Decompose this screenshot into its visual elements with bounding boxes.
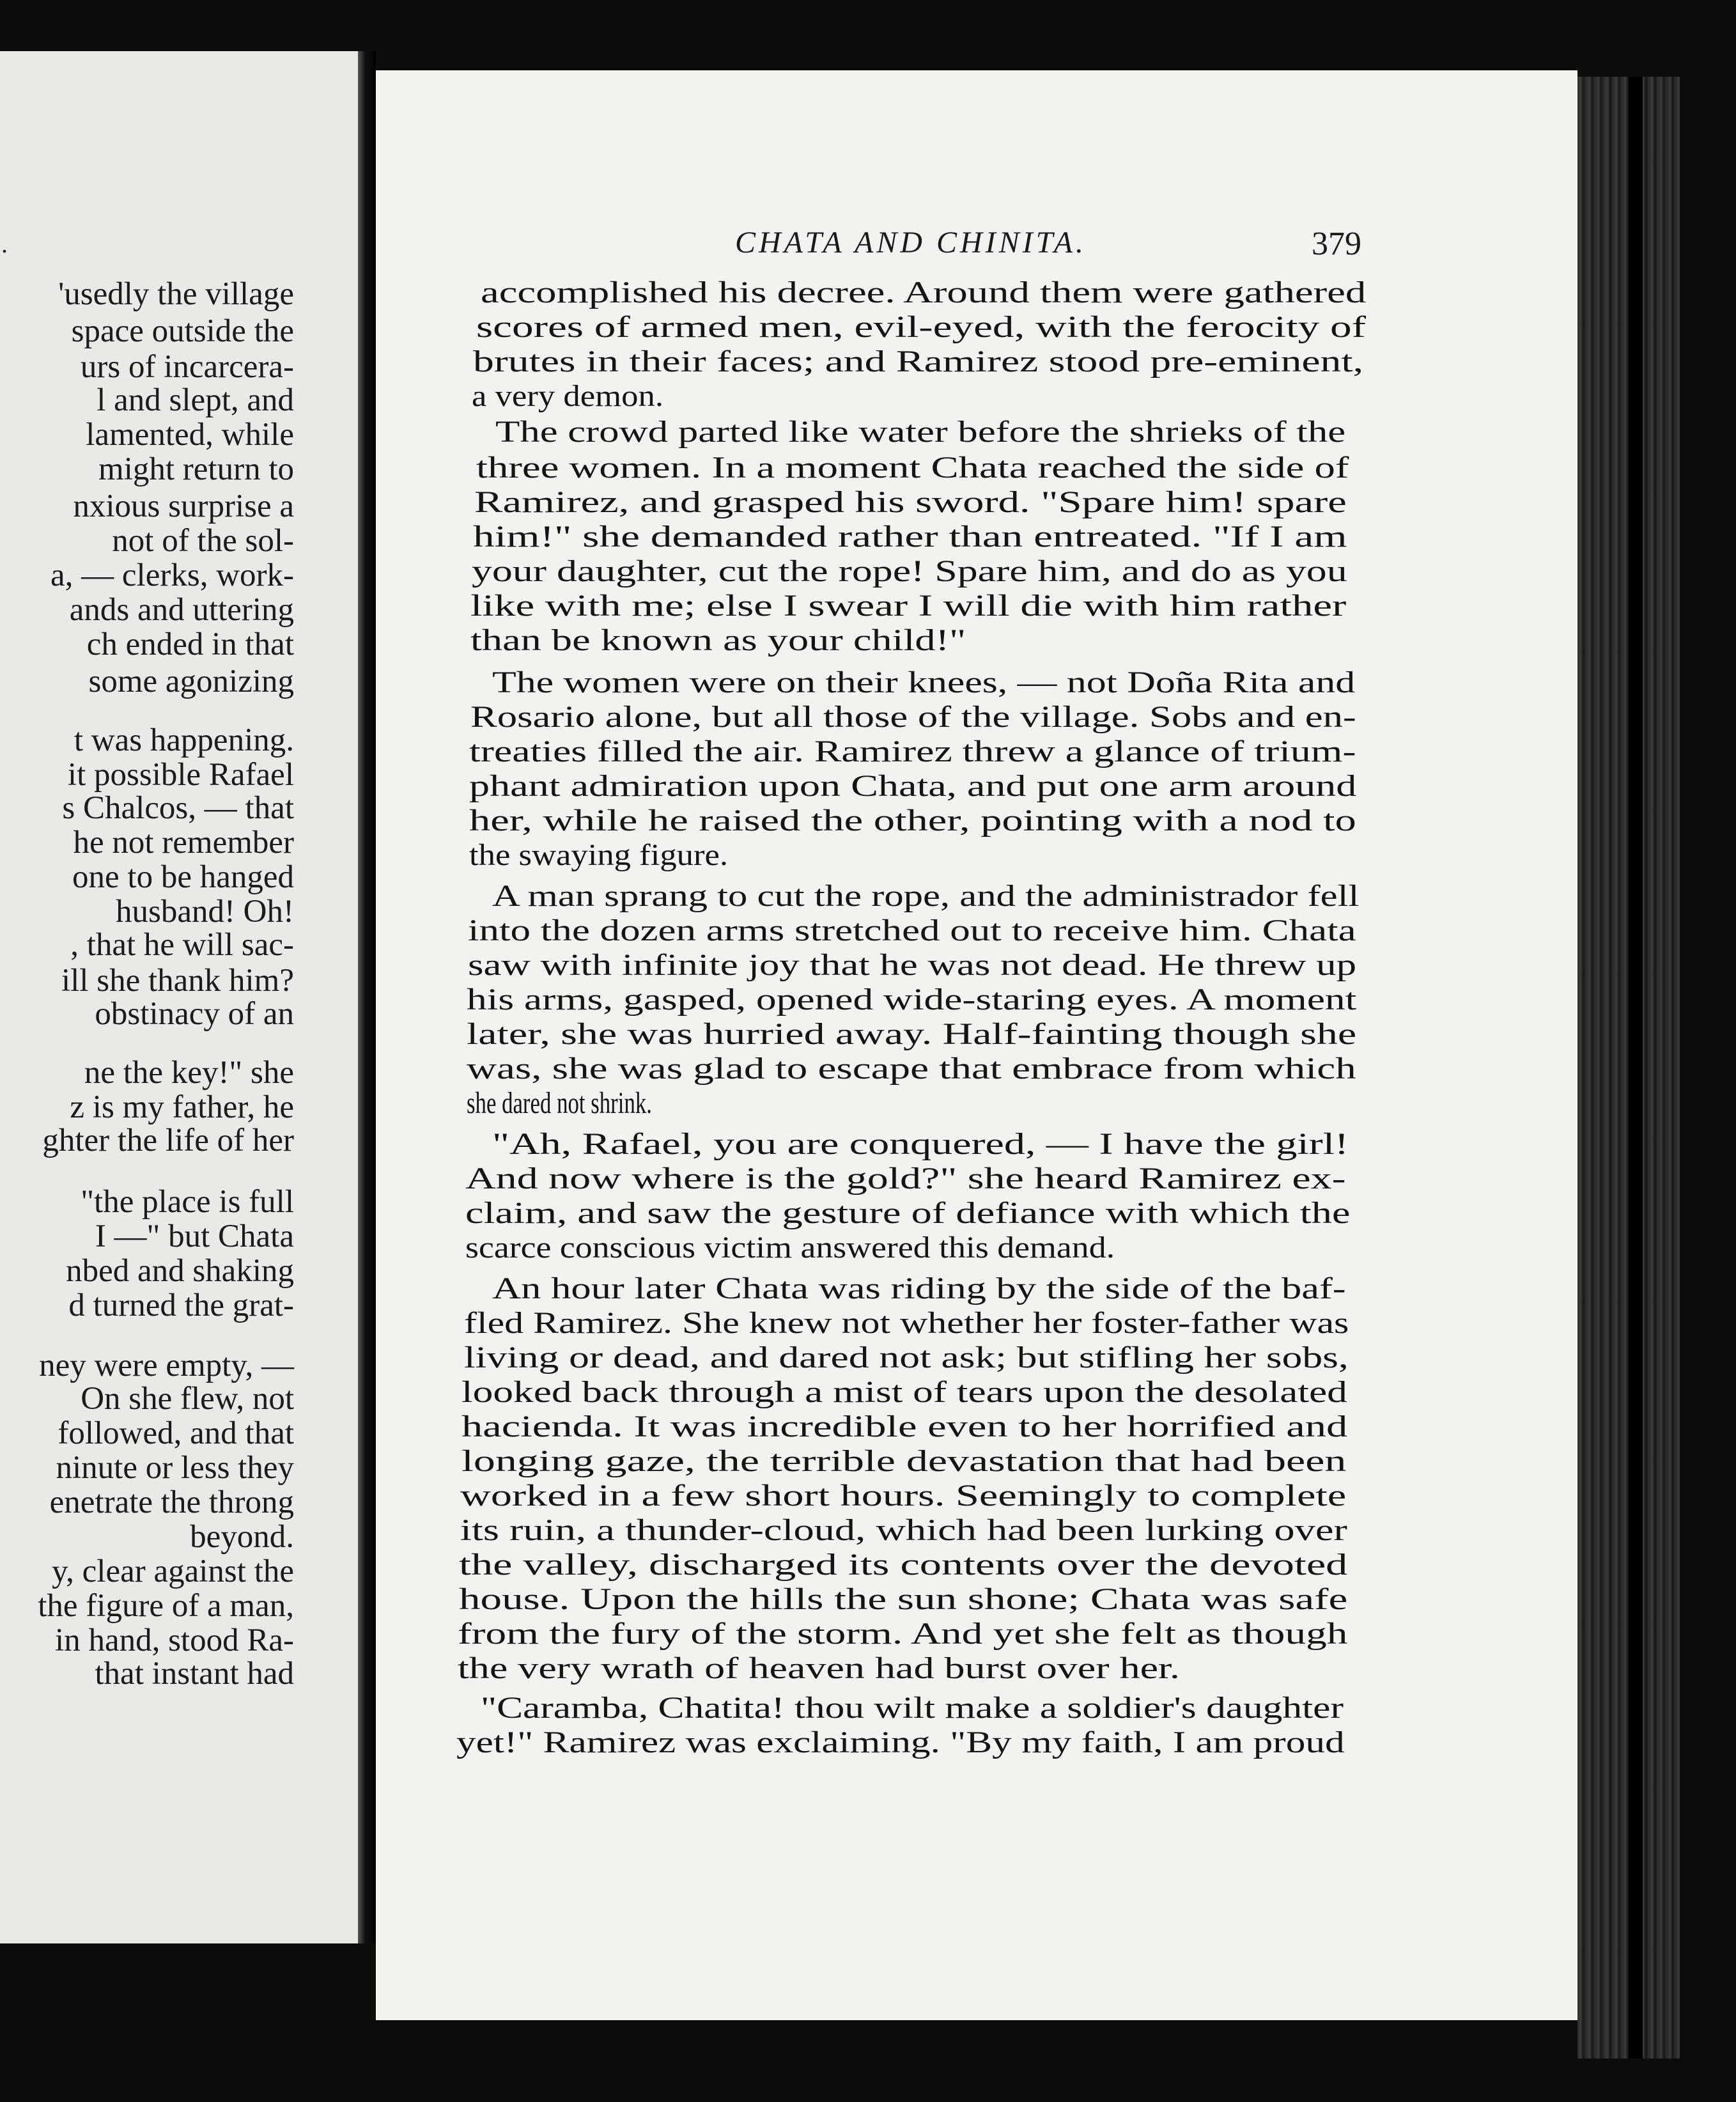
left-page-line: might return to	[98, 451, 294, 487]
text-line: Rosario alone, but all those of the village. Sobs and en-	[470, 700, 1356, 734]
text-line: And now where is the gold?" she heard Ramirez ex-	[465, 1162, 1346, 1195]
text-line: his arms, gasped, opened wide-staring eyes. A moment	[467, 983, 1357, 1016]
text-line: she dared not shrink.	[467, 1086, 652, 1120]
text-line: hacienda. It was incredible even to her horrified and	[461, 1410, 1348, 1444]
left-page-line: 'usedly the village	[58, 276, 294, 312]
text-line: A man sprang to cut the rope, and the administrador fell	[492, 879, 1360, 913]
left-page-line: t was happening.	[74, 722, 294, 758]
left-page-line: ill she thank him?	[61, 963, 294, 999]
text-line: scarce conscious victim answered this demand.	[465, 1231, 1115, 1265]
text-line: saw with infinite joy that he was not dead. He threw up	[468, 948, 1357, 982]
text-line: longing gaze, the terrible devastation that had been	[461, 1444, 1347, 1478]
left-page-line: space outside the	[71, 313, 294, 349]
left-page-line: d turned the grat-	[68, 1288, 294, 1323]
text-line: your daughter, cut the rope! Spare him, and do as you	[472, 554, 1347, 588]
text-line: The crowd parted like water before the shrieks of the	[495, 415, 1346, 449]
text-line: phant admiration upon Chata, and put one arm around	[469, 769, 1357, 803]
text-line: accomplished his decree. Around them were gathered	[481, 276, 1367, 309]
left-page-line: nxious surprise a	[73, 488, 294, 524]
left-page-line: urs of incarcera-	[80, 349, 294, 385]
text-line: "Caramba, Chatita! thou wilt make a soldier's daughter	[481, 1691, 1344, 1725]
text-line: was, she was glad to escape that embrace from which	[467, 1052, 1356, 1086]
text-line: three women. In a moment Chata reached the side of	[476, 451, 1349, 485]
text-line: brutes in their faces; and Ramirez stood pre-eminent,	[473, 345, 1364, 378]
left-page-line: ne the key!" she	[84, 1055, 294, 1091]
left-page-line: in hand, stood Ra-	[55, 1623, 294, 1658]
left-page-line: one to be hanged	[72, 859, 294, 895]
left-page-line: followed, and that	[58, 1415, 294, 1451]
left-page-line: , that he will sac-	[70, 927, 294, 963]
text-line: the very wrath of heaven had burst over her.	[458, 1651, 1180, 1685]
left-page-line: On she flew, not	[81, 1381, 294, 1417]
left-page-mark: .	[1, 230, 8, 258]
text-line: the swaying figure.	[469, 838, 729, 872]
left-page-line: I —" but Chata	[95, 1218, 294, 1254]
left-page-line: not of the sol-	[112, 523, 294, 559]
left-page-line: beyond.	[190, 1519, 294, 1555]
text-line: than be known as your child!"	[470, 623, 966, 657]
page-number: 379	[1312, 226, 1361, 262]
text-line: looked back through a mist of tears upon the desolated	[461, 1375, 1347, 1409]
text-line: house. Upon the hills the sun shone; Chata was safe	[459, 1582, 1348, 1616]
text-line: living or dead, and dared not ask; but stifling her sobs,	[464, 1341, 1349, 1374]
left-facing-page	[0, 51, 358, 1943]
left-page-line: "the place is full	[81, 1184, 294, 1220]
left-page-line: ch ended in that	[86, 627, 294, 662]
text-line: from the fury of the storm. And yet she felt as though	[458, 1617, 1348, 1651]
left-page-line: ands and uttering	[69, 592, 294, 628]
left-page-line: z is my father, he	[70, 1089, 294, 1125]
left-page-line: the figure of a man,	[38, 1588, 294, 1624]
text-line: treaties filled the air. Ramirez threw a glance of trium-	[469, 735, 1356, 768]
left-page-line: nbed and shaking	[66, 1253, 294, 1289]
text-line: its ruin, a thunder-cloud, which had been lurking over	[460, 1513, 1347, 1547]
left-page-line: y, clear against the	[51, 1553, 294, 1589]
left-page-line: it possible Rafael	[67, 757, 294, 793]
text-line: yet!" Ramirez was exclaiming. "By my faith, I am proud	[456, 1725, 1345, 1759]
text-line: "Ah, Rafael, you are conquered, — I have the girl!	[492, 1127, 1349, 1161]
text-line: him!" she demanded rather than entreated. "If I am	[473, 520, 1347, 554]
left-page-line: lamented, while	[86, 417, 294, 453]
text-line: Ramirez, and grasped his sword. "Spare him! spare	[474, 485, 1347, 519]
left-page-line: enetrate the throng	[49, 1484, 294, 1520]
left-page-line: a, — clerks, work-	[50, 557, 294, 593]
left-page-line: ninute or less they	[56, 1450, 294, 1486]
text-line: worked in a few short hours. Seemingly to complete	[460, 1479, 1347, 1513]
left-page-line: ney were empty, —	[39, 1348, 294, 1383]
book-page-edges	[1577, 77, 1680, 2059]
left-page-line: he not remember	[73, 825, 294, 860]
left-page-line: ghter the life of her	[42, 1123, 294, 1158]
text-line: later, she was hurried away. Half-fainting though she	[467, 1017, 1357, 1051]
text-line: the valley, discharged its contents over the devoted	[459, 1548, 1348, 1582]
text-line: into the dozen arms stretched out to receive him. Chata	[468, 914, 1356, 947]
text-line: The women were on their knees, — not Doña Rita and	[492, 666, 1356, 699]
text-line: fled Ramirez. She knew not whether her foster-father was	[464, 1306, 1349, 1340]
text-line: An hour later Chata was riding by the side of the baf-	[492, 1272, 1346, 1305]
left-page-line: husband! Oh!	[115, 894, 294, 930]
text-line: claim, and saw the gesture of defiance with which the	[465, 1196, 1351, 1230]
left-page-line: some agonizing	[88, 664, 294, 699]
book-gutter	[358, 51, 376, 1943]
left-page-line: l and slept, and	[97, 382, 294, 418]
left-page-line: obstinacy of an	[95, 996, 294, 1032]
text-line: scores of armed men, evil-eyed, with the ferocity of	[476, 310, 1367, 344]
text-line: a very demon.	[472, 379, 664, 413]
left-page-line: s Chalcos, — that	[62, 790, 294, 826]
text-line: her, while he raised the other, pointing with a nod to	[469, 804, 1356, 837]
running-head: CHATA AND CHINITA.	[735, 226, 1087, 260]
text-line: like with me; else I swear I will die with him rather	[470, 589, 1347, 623]
left-page-line: that instant had	[95, 1656, 294, 1692]
